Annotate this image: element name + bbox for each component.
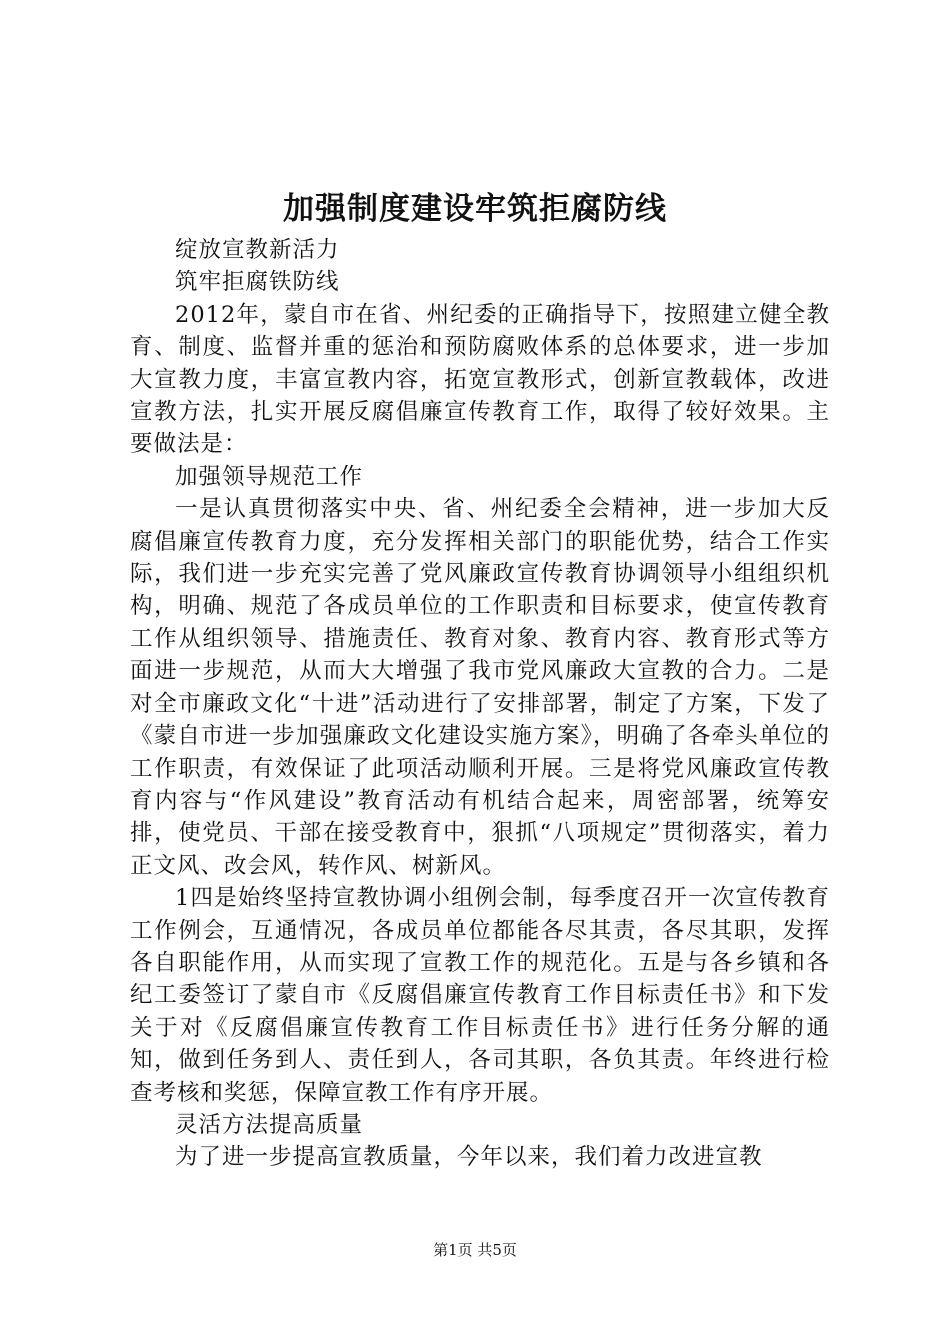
section-heading-leadership: 加强领导规范工作: [175, 463, 364, 490]
page-title: 加强制度建设牢筑拒腐防线: [283, 191, 667, 227]
paragraph-coordination: 1四是始终坚持宣教协调小组例会制，每季度召开一次宣传教育工作例会，互通情况，各成员单位都能各尽其责，各尽其职，发挥各自职能作用，从而实现了宣教工作的规范化。五是与各乡镇和各纪工委签订了蒙自市《反腐倡廉宣传教育工作目标责任书》和下发关于对《反腐倡廉宣传教育工作目标责任书》进行任务分解的通知，做到任务到人、责任到人，各司其职，各负其责。年终进行检查考核和奖惩，保障宣教工作有序开展。: [130, 885, 830, 1106]
page-footer: 第1页 共5页: [433, 1241, 517, 1259]
subtitle-1: 绽放宣教新活力: [175, 237, 340, 263]
paragraph-methods: 为了进一步提高宣教质量，今年以来，我们着力改进宣教: [175, 1144, 763, 1171]
document-body: [130, 234, 830, 1174]
section-heading-methods: 灵活方法提高质量: [175, 1111, 364, 1138]
paragraph-leadership: 一是认真贯彻落实中央、省、州纪委全会精神，进一步加大反腐倡廉宣传教育力度，充分发挥相关部门的职能优势，结合工作实际，我们进一步充实完善了党风廉政宣传教育协调领导小组组织机构，明确、规范了各成员单位的工作职责和目标要求，使宣传教育工作从组织领导、措施责任、教育对象、教育内容、教育形式等方面进一步规范，从而大大增强了我市党风廉政大宣教的合力。二是对全市廉政文化“十进”活动进行了安排部署，制定了方案，下发了《蒙自市进一步加强廉政文化建设实施方案》，明确了各牵头单位的工作职责，有效保证了此项活动顺利开展。三是将党风廉政宣传教育内容与“作风建设”教育活动有机结合起来，周密部署，统筹安排，使党员、干部在接受教育中，狠抓“八项规定”贯彻落实，着力正文风、改会风，转作风、树新风。: [130, 496, 830, 879]
subtitle-2: 筑牢拒腐铁防线: [175, 269, 340, 296]
paragraph-intro: 2012年，蒙自市在省、州纪委的正确指导下，按照建立健全教育、制度、监督并重的惩治和预防腐败体系的总体要求，进一步加大宣教力度，丰富宣教内容，拓宽宣教形式，创新宣教载体，改进宣教方法，扎实开展反腐倡廉宣传教育工作，取得了较好效果。主要做法是：: [130, 301, 830, 458]
